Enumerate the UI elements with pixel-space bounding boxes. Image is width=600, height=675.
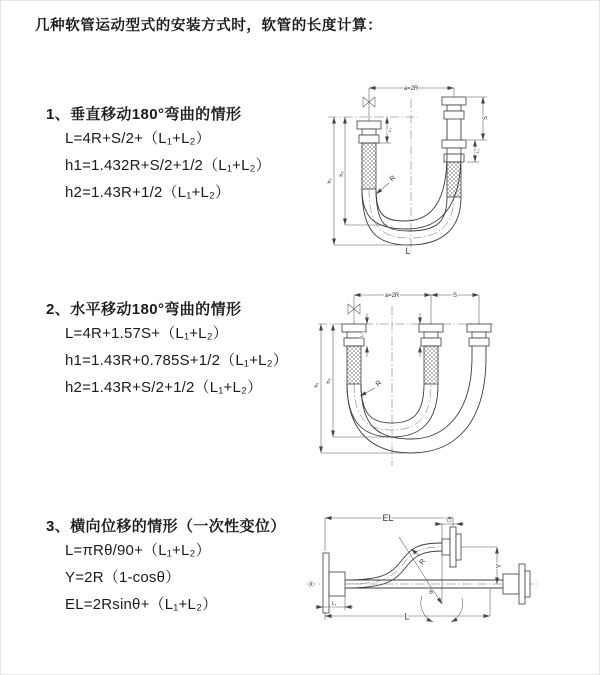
dim-label-el: EL <box>382 513 394 523</box>
radius-construction-line <box>399 537 442 604</box>
upper-flange-displaced <box>442 527 461 567</box>
dim-label-radius: R <box>388 174 398 184</box>
section-3-formula-el: EL=2Rsinθ+（L₁+L₂） <box>65 595 218 613</box>
braided-hose-middle <box>424 346 438 384</box>
section-2-formula-h2: h2=1.43R+S/2+1/2（L₁+L₂） <box>65 378 263 396</box>
section-horizontal-180 <box>46 299 288 401</box>
dim-label-l1: L₁ <box>331 601 337 607</box>
dim-label-l: L <box>404 611 410 622</box>
section-1-formula-length: L=4R+S/2+（L₁+L₂） <box>65 130 211 147</box>
braided-hose-left <box>362 143 376 189</box>
diagram-horizontal-180-bend <box>308 281 598 473</box>
section-2-heading: 2、水平移动180°弯曲的情形 <box>46 301 242 318</box>
diagram-vertical-180-bend <box>312 77 600 257</box>
left-fitting <box>357 121 381 143</box>
dim-label-l2: L₂ <box>446 517 452 524</box>
section-1-formula-h2: h2=1.43R+1/2（L₁+L₂） <box>65 183 231 201</box>
section-1-heading: 1、垂直移动180°弯曲的情形 <box>46 106 242 123</box>
section-lateral-displacement <box>46 516 286 618</box>
dim-label-y: Y <box>496 563 503 569</box>
right-fitting-upper <box>442 97 466 119</box>
dim-label-s: S <box>452 293 458 299</box>
section-3-formula-length: L=πRθ/90+（L₁+L₂） <box>65 542 211 559</box>
section-2-formula-h1: h1=1.43R+0.785S+1/2（L₁+L₂） <box>65 351 288 369</box>
right-fitting-lower <box>442 140 466 162</box>
dim-label-l1: L₁ <box>359 332 364 338</box>
page-title: 几种软管运动型式的安装方式时，软管的长度计算： <box>35 18 383 34</box>
dim-label-h2: h₂ <box>326 378 332 384</box>
dim-label-h1: h₁ <box>327 178 333 184</box>
datum-mark: X̄ <box>308 582 314 589</box>
dim-label-length: L <box>405 246 411 256</box>
dim-label-h1: h₁ <box>314 382 320 388</box>
dim-label-radius: R <box>374 379 384 389</box>
dim-label-s: S <box>483 115 489 121</box>
dim-label-theta: θ <box>429 589 433 596</box>
dim-label-a2r: a=2R <box>384 293 400 299</box>
hose-u-curves <box>362 154 461 245</box>
section-vertical-180 <box>46 104 271 206</box>
dim-label-h2: h₂ <box>339 171 345 177</box>
dim-label-a2r: a=2R <box>403 86 419 92</box>
dim-label-l1-right: L₁ <box>475 148 480 154</box>
fitting-position-1 <box>419 324 443 346</box>
section-2-formula-length: L=4R+1.57S+（L₁+L₂） <box>65 325 228 342</box>
diagram-lateral-displacement <box>303 503 600 658</box>
section-1-formula-h1: h1=1.432R+S/2+1/2（L₁+L₂） <box>65 156 271 174</box>
fitting-position-2 <box>467 324 491 346</box>
section-3-heading: 3、横向位移的情形（一次性变位） <box>46 518 286 535</box>
dim-label-l1-left: L₁ <box>387 127 392 133</box>
hose-u-curves <box>347 357 486 453</box>
dim-label-radius: R <box>418 557 428 567</box>
braided-hose-left <box>347 346 361 384</box>
section-3-formula-y: Y=2R（1-cosθ） <box>65 568 181 586</box>
right-flange-straight <box>503 564 530 604</box>
